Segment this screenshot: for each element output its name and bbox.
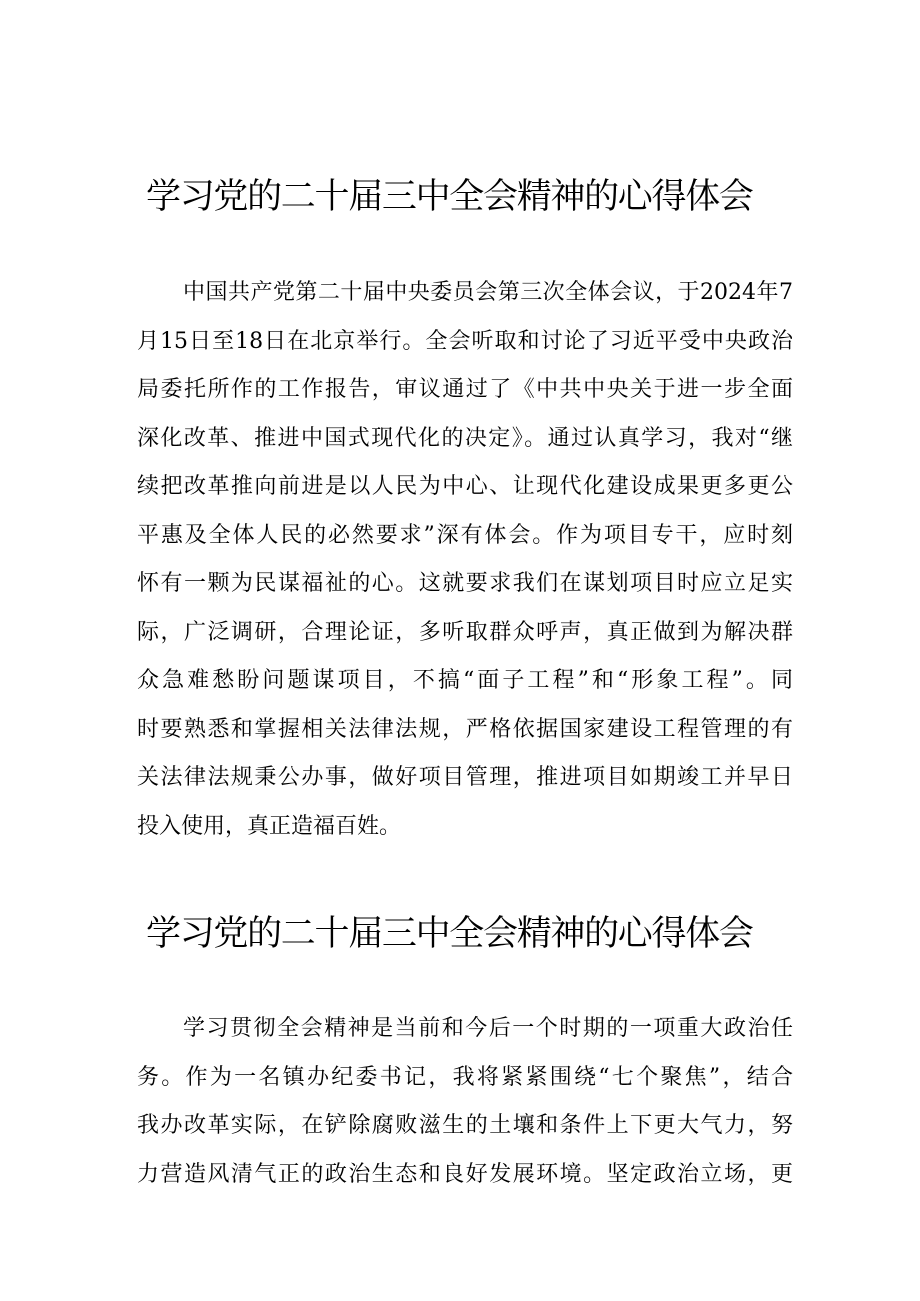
paragraph-line: 力营造风清气正的政治生态和良好发展环境。坚定政治立场，更	[137, 1161, 793, 1187]
paragraph-line: 众急难愁盼问题谋项目，不搞“面子工程”和“形象工程”。同	[137, 668, 793, 693]
section-2-paragraph	[137, 1005, 793, 1199]
paragraph-line: 学习贯彻全会精神是当前和今后一个时期的一项重大政治任	[183, 1016, 793, 1041]
paragraph-line: 时要熟悉和掌握相关法律法规，严格依据国家建设工程管理的有	[137, 716, 793, 742]
paragraph-line: 投入使用，真正造福百姓。	[137, 813, 402, 839]
paragraph-line: 务。作为一名镇办纪委书记，我将紧紧围绕“七个聚焦”，结合	[137, 1064, 793, 1090]
paragraph-line: 关法律法规秉公办事，做好项目管理，推进项目如期竣工并早日	[137, 765, 793, 790]
section-1-title: 学习党的二十届三中全会精神的心得体会	[146, 177, 753, 217]
paragraph-line: 怀有一颗为民谋福祉的心。这就要求我们在谋划项目时应立足实	[137, 571, 793, 596]
section-2-title: 学习党的二十届三中全会精神的心得体会	[146, 914, 753, 954]
paragraph-line: 际，广泛调研，合理论证，多听取群众呼声，真正做到为解决群	[137, 619, 793, 645]
paragraph-line: 月15日至18日在北京举行。全会听取和讨论了习近平受中央政治	[137, 328, 793, 354]
paragraph-line: 我办改革实际，在铲除腐败滋生的土壤和条件上下更大气力，努	[137, 1113, 793, 1138]
paragraph-line: 局委托所作的工作报告，审议通过了《中共中央关于进一步全面	[137, 377, 793, 402]
paragraph-line: 深化改革、推进中国式现代化的决定》。通过认真学习，我对“继	[137, 425, 793, 451]
paragraph-line: 平惠及全体人民的必然要求”深有体会。作为项目专干，应时刻	[137, 522, 793, 548]
section-1-paragraph	[137, 269, 793, 851]
paragraph-line: 中国共产党第二十届中央委员会第三次全体会议，于2024年7	[183, 280, 793, 305]
paragraph-line: 续把改革推向前进是以人民为中心、让现代化建设成果更多更公	[137, 474, 793, 499]
